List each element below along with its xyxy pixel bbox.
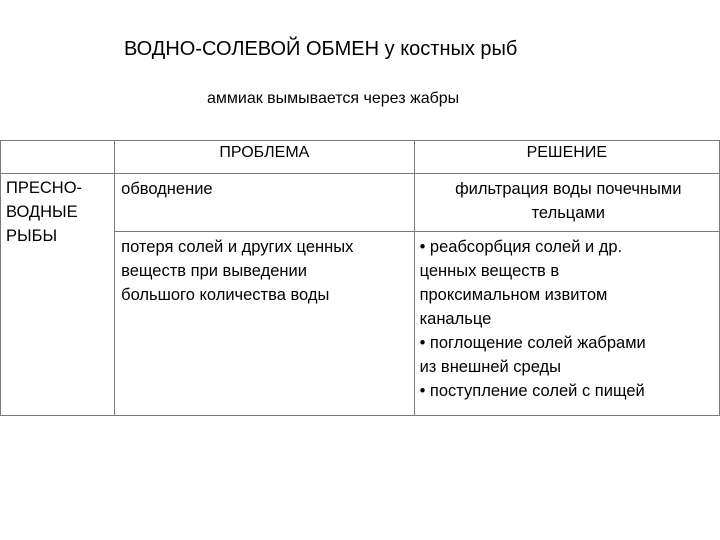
problem-text: обводнение xyxy=(121,180,213,198)
comparison-table xyxy=(0,140,720,416)
slide-subtitle: аммиак вымывается через жабры xyxy=(207,90,460,107)
solution-text: • поступление солей с пищей xyxy=(419,382,645,400)
group-label-line: ВОДНЫЕ xyxy=(6,203,78,221)
group-label-line: РЫБЫ xyxy=(6,227,58,245)
problem-cell xyxy=(115,232,414,416)
problem-text: веществ при выведении xyxy=(121,262,307,280)
table-header-row xyxy=(1,141,720,174)
solution-text: из внешней среды xyxy=(419,358,562,376)
solution-text: • поглощение солей жабрами xyxy=(419,334,646,352)
slide-title: ВОДНО-СОЛЕВОЙ ОБМЕН у костных рыб xyxy=(124,38,518,60)
solution-cell xyxy=(414,174,719,232)
table-row xyxy=(1,174,720,232)
solution-text: тельцами xyxy=(531,204,605,222)
solution-text: • реабсорбция солей и др. xyxy=(419,238,623,256)
solution-cell xyxy=(414,232,719,416)
problem-cell xyxy=(115,174,414,232)
problem-text: большого количества воды xyxy=(121,286,330,304)
solution-text: фильтрация воды почечными xyxy=(455,180,682,198)
group-label-line: ПРЕСНО- xyxy=(6,179,83,197)
solution-text: канальце xyxy=(419,310,492,328)
header-problem: ПРОБЛЕМА xyxy=(115,141,414,174)
problem-text: потеря солей и других ценных xyxy=(121,238,354,256)
header-empty-cell xyxy=(1,141,115,174)
solution-text: ценных веществ в xyxy=(419,262,560,280)
header-solution: РЕШЕНИЕ xyxy=(414,141,719,174)
group-label-cell xyxy=(1,174,115,416)
solution-text: проксимальном извитом xyxy=(419,286,608,304)
